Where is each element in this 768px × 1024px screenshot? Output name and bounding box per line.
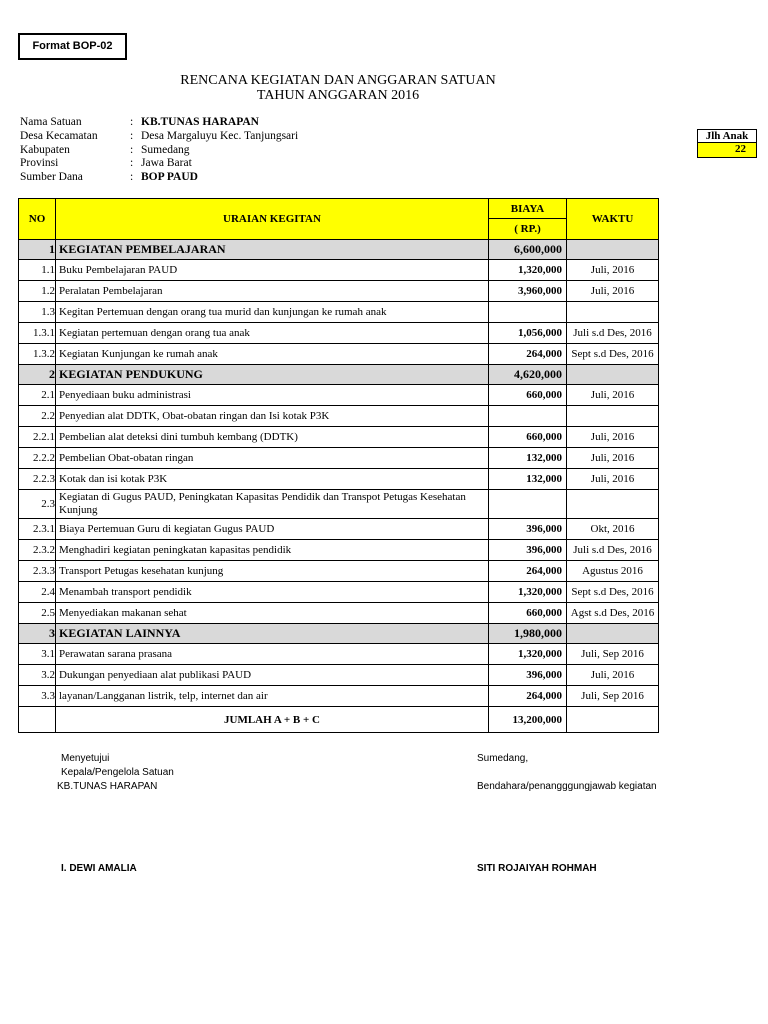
document-title: RENCANA KEGIATAN DAN ANGGARAN SATUAN	[180, 73, 496, 88]
row-cost: 396,000	[489, 540, 567, 561]
header-cost: BIAYA	[489, 199, 567, 219]
row-description: Menambah transport pendidik	[56, 582, 489, 603]
row-cost	[489, 406, 567, 427]
header-time: WAKTU	[567, 199, 659, 240]
total-row	[19, 707, 659, 733]
table-row	[19, 540, 659, 561]
info-value: KB.TUNAS HARAPAN	[141, 116, 259, 128]
row-description: KEGIATAN PENDUKUNG	[56, 365, 489, 385]
header-no: NO	[19, 199, 56, 240]
row-description: Kotak dan isi kotak P3K	[56, 469, 489, 490]
child-count-value: 22	[697, 143, 757, 158]
row-time: Sept s.d Des, 2016	[567, 582, 659, 603]
row-description: Menyediakan makanan sehat	[56, 603, 489, 624]
table-row	[19, 323, 659, 344]
row-time: Agst s.d Des, 2016	[567, 603, 659, 624]
row-number: 1.3	[19, 302, 56, 323]
header-description: URAIAN KEGITAN	[56, 199, 489, 240]
row-description: Pembelian alat deteksi dini tumbuh kembang (DDTK)	[56, 427, 489, 448]
row-number: 3.3	[19, 686, 56, 707]
row-time	[567, 240, 659, 260]
info-colon: :	[130, 116, 134, 128]
row-cost: 1,980,000	[489, 624, 567, 644]
row-description: Dukungan penyediaan alat publikasi PAUD	[56, 665, 489, 686]
row-time: Juli, 2016	[567, 665, 659, 686]
info-value: Jawa Barat	[141, 157, 192, 169]
row-number: 2.2.3	[19, 469, 56, 490]
row-description: Kegiatan di Gugus PAUD, Peningkatan Kapasitas Pendidik dan Transpot Petugas Kesehatan Kunjung	[56, 490, 489, 519]
row-time	[567, 490, 659, 519]
info-value: Desa Margaluyu Kec. Tanjungsari	[141, 130, 299, 142]
row-cost: 264,000	[489, 344, 567, 365]
row-time	[567, 302, 659, 323]
row-cost: 3,960,000	[489, 281, 567, 302]
row-cost: 660,000	[489, 427, 567, 448]
row-cost: 396,000	[489, 665, 567, 686]
row-number: 2.4	[19, 582, 56, 603]
section-row	[19, 365, 659, 385]
row-description: Penyediaan buku administrasi	[56, 385, 489, 406]
child-count-label: Jlh Anak	[697, 129, 757, 143]
table-row	[19, 448, 659, 469]
info-label: Desa Kecamatan	[20, 130, 98, 142]
row-number: 2.1	[19, 385, 56, 406]
row-cost: 1,056,000	[489, 323, 567, 344]
table-row	[19, 519, 659, 540]
row-time: Juli, 2016	[567, 260, 659, 281]
place-date: Sumedang,	[477, 753, 529, 764]
row-description: Menghadiri kegiatan peningkatan kapasitas pendidik	[56, 540, 489, 561]
row-description: Perawatan sarana prasana	[56, 644, 489, 665]
row-cost: 660,000	[489, 603, 567, 624]
row-cost	[489, 490, 567, 519]
total-time	[567, 707, 659, 733]
row-number: 2.5	[19, 603, 56, 624]
section-row	[19, 240, 659, 260]
table-row	[19, 561, 659, 582]
row-time: Okt, 2016	[567, 519, 659, 540]
info-value: BOP PAUD	[141, 171, 198, 183]
row-number: 1.3.1	[19, 323, 56, 344]
info-colon: :	[130, 130, 134, 142]
row-cost: 132,000	[489, 448, 567, 469]
row-description: Buku Pembelajaran PAUD	[56, 260, 489, 281]
row-number: 1.3.2	[19, 344, 56, 365]
table-row	[19, 427, 659, 448]
row-cost: 660,000	[489, 385, 567, 406]
approver-role: Kepala/Pengelola Satuan	[61, 767, 174, 778]
row-time	[567, 624, 659, 644]
info-value: Sumedang	[141, 144, 190, 156]
row-description: Penyedian alat DDTK, Obat-obatan ringan dan Isi kotak P3K	[56, 406, 489, 427]
row-description: Kegitan Pertemuan dengan orang tua murid dan kunjungan ke rumah anak	[56, 302, 489, 323]
row-time: Juli, 2016	[567, 427, 659, 448]
row-cost: 132,000	[489, 469, 567, 490]
row-description: Kegiatan Kunjungan ke rumah anak	[56, 344, 489, 365]
table-row	[19, 603, 659, 624]
row-number: 2.3	[19, 490, 56, 519]
format-label: Format BOP-02	[18, 33, 127, 60]
row-number: 2.3.1	[19, 519, 56, 540]
info-label: Kabupaten	[20, 144, 70, 156]
table-row	[19, 490, 659, 519]
budget-table	[18, 198, 659, 733]
row-description: Peralatan Pembelajaran	[56, 281, 489, 302]
row-time: Juli, Sep 2016	[567, 686, 659, 707]
info-label: Provinsi	[20, 157, 59, 169]
table-row	[19, 260, 659, 281]
row-number: 3	[19, 624, 56, 644]
row-cost: 1,320,000	[489, 644, 567, 665]
row-time: Juli, 2016	[567, 281, 659, 302]
row-number: 3.2	[19, 665, 56, 686]
row-cost: 1,320,000	[489, 260, 567, 281]
row-time: Juli s.d Des, 2016	[567, 540, 659, 561]
row-description: layanan/Langganan listrik, telp, internet dan air	[56, 686, 489, 707]
row-number: 2.2.1	[19, 427, 56, 448]
row-number: 2.3.2	[19, 540, 56, 561]
header-cost-unit: ( RP.)	[489, 219, 567, 240]
row-number: 2.2	[19, 406, 56, 427]
row-number: 1.1	[19, 260, 56, 281]
row-cost: 396,000	[489, 519, 567, 540]
row-time	[567, 406, 659, 427]
approver-unit: KB.TUNAS HARAPAN	[57, 781, 158, 792]
row-description: KEGIATAN PEMBELAJARAN	[56, 240, 489, 260]
row-cost: 264,000	[489, 561, 567, 582]
row-cost: 1,320,000	[489, 582, 567, 603]
table-row	[19, 406, 659, 427]
table-row	[19, 644, 659, 665]
info-colon: :	[130, 171, 134, 183]
row-time: Agustus 2016	[567, 561, 659, 582]
row-number: 2.2.2	[19, 448, 56, 469]
row-number: 1.2	[19, 281, 56, 302]
row-time: Juli s.d Des, 2016	[567, 323, 659, 344]
approver-name: I. DEWI AMALIA	[61, 863, 137, 874]
info-colon: :	[130, 144, 134, 156]
total-cost: 13,200,000	[489, 707, 567, 733]
row-time: Juli, 2016	[567, 385, 659, 406]
treasurer-name: SITI ROJAIYAH ROHMAH	[477, 863, 597, 874]
row-cost: 264,000	[489, 686, 567, 707]
table-row	[19, 344, 659, 365]
table-row	[19, 302, 659, 323]
info-colon: :	[130, 157, 134, 169]
table-row	[19, 686, 659, 707]
row-time: Juli, Sep 2016	[567, 644, 659, 665]
row-description: Transport Petugas kesehatan kunjung	[56, 561, 489, 582]
row-time: Juli, 2016	[567, 469, 659, 490]
row-number: 1	[19, 240, 56, 260]
total-label: JUMLAH A + B + C	[56, 707, 489, 733]
table-row	[19, 469, 659, 490]
row-time	[567, 365, 659, 385]
row-description: Kegiatan pertemuan dengan orang tua anak	[56, 323, 489, 344]
table-row	[19, 582, 659, 603]
table-row	[19, 385, 659, 406]
row-number: 3.1	[19, 644, 56, 665]
info-label: Sumber Dana	[20, 171, 83, 183]
row-description: KEGIATAN LAINNYA	[56, 624, 489, 644]
row-description: Pembelian Obat-obatan ringan	[56, 448, 489, 469]
approval-label: Menyetujui	[61, 753, 110, 764]
row-cost	[489, 302, 567, 323]
table-row	[19, 281, 659, 302]
table-row	[19, 665, 659, 686]
row-cost: 6,600,000	[489, 240, 567, 260]
row-number: 2.3.3	[19, 561, 56, 582]
info-label: Nama Satuan	[20, 116, 82, 128]
section-row	[19, 624, 659, 644]
row-time: Sept s.d Des, 2016	[567, 344, 659, 365]
document-subtitle: TAHUN ANGGARAN 2016	[256, 88, 420, 103]
row-description: Biaya Pertemuan Guru di kegiatan Gugus PAUD	[56, 519, 489, 540]
treasurer-role: Bendahara/penangggungjawab kegiatan	[477, 781, 657, 792]
row-number: 2	[19, 365, 56, 385]
row-cost: 4,620,000	[489, 365, 567, 385]
row-time: Juli, 2016	[567, 448, 659, 469]
